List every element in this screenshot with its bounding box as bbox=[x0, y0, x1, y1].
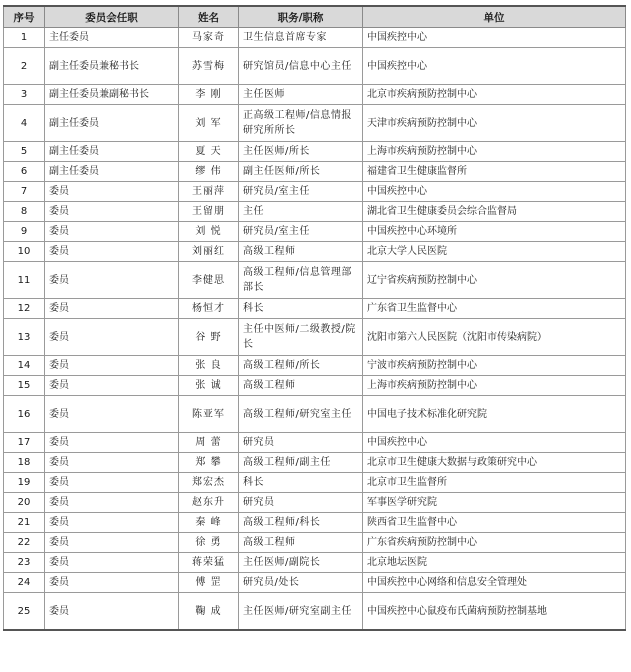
position-title-cell: 正高级工程师/信息情报研究所所长 bbox=[239, 105, 363, 142]
header-organization: 单位 bbox=[363, 6, 626, 28]
position-title-cell: 副主任医师/所长 bbox=[239, 162, 363, 182]
row-number-cell: 18 bbox=[4, 453, 45, 473]
table-body bbox=[4, 28, 626, 631]
member-name-cell: 夏 天 bbox=[179, 142, 239, 162]
committee-role-cell: 委员 bbox=[45, 319, 179, 356]
organization-cell: 天津市疾病预防控制中心 bbox=[363, 105, 626, 142]
table-row bbox=[4, 376, 626, 396]
position-title-cell: 高级工程师/研究室主任 bbox=[239, 396, 363, 433]
position-title-cell: 科长 bbox=[239, 299, 363, 319]
table-row bbox=[4, 593, 626, 631]
table-row bbox=[4, 473, 626, 493]
organization-cell: 上海市疾病预防控制中心 bbox=[363, 376, 626, 396]
committee-role-cell: 主任委员 bbox=[45, 28, 179, 48]
committee-role-cell: 副主任委员 bbox=[45, 162, 179, 182]
row-number-cell: 11 bbox=[4, 262, 45, 299]
committee-role-cell: 委员 bbox=[45, 222, 179, 242]
member-name-cell: 刘 军 bbox=[179, 105, 239, 142]
committee-role-cell: 委员 bbox=[45, 356, 179, 376]
committee-member-table bbox=[3, 5, 626, 631]
organization-cell: 广东省疾病预防控制中心 bbox=[363, 533, 626, 553]
row-number-cell: 15 bbox=[4, 376, 45, 396]
organization-cell: 北京地坛医院 bbox=[363, 553, 626, 573]
position-title-cell: 研究员/室主任 bbox=[239, 182, 363, 202]
committee-role-cell: 委员 bbox=[45, 376, 179, 396]
organization-cell: 北京市疾病预防控制中心 bbox=[363, 85, 626, 105]
row-number-cell: 22 bbox=[4, 533, 45, 553]
table-row bbox=[4, 493, 626, 513]
position-title-cell: 主任医师/研究室副主任 bbox=[239, 593, 363, 631]
row-number-cell: 23 bbox=[4, 553, 45, 573]
row-number-cell: 14 bbox=[4, 356, 45, 376]
table-header-row bbox=[4, 6, 626, 28]
committee-role-cell: 委员 bbox=[45, 493, 179, 513]
position-title-cell: 主任医师/所长 bbox=[239, 142, 363, 162]
row-number-cell: 2 bbox=[4, 48, 45, 85]
organization-cell: 湖北省卫生健康委员会综合监督局 bbox=[363, 202, 626, 222]
table-row bbox=[4, 162, 626, 182]
table-row bbox=[4, 202, 626, 222]
committee-role-cell: 委员 bbox=[45, 573, 179, 593]
table-row bbox=[4, 553, 626, 573]
table-row bbox=[4, 396, 626, 433]
position-title-cell: 主任中医师/二级教授/院长 bbox=[239, 319, 363, 356]
organization-cell: 中国疾控中心 bbox=[363, 182, 626, 202]
member-name-cell: 秦 峰 bbox=[179, 513, 239, 533]
member-name-cell: 杨恒才 bbox=[179, 299, 239, 319]
member-name-cell: 马家奇 bbox=[179, 28, 239, 48]
position-title-cell: 高级工程师 bbox=[239, 242, 363, 262]
committee-role-cell: 委员 bbox=[45, 202, 179, 222]
position-title-cell: 主任医师/副院长 bbox=[239, 553, 363, 573]
table-row bbox=[4, 242, 626, 262]
table-row bbox=[4, 533, 626, 553]
organization-cell: 沈阳市第六人民医院（沈阳市传染病院） bbox=[363, 319, 626, 356]
organization-cell: 中国疾控中心 bbox=[363, 28, 626, 48]
table-row bbox=[4, 262, 626, 299]
row-number-cell: 17 bbox=[4, 433, 45, 453]
position-title-cell: 主任 bbox=[239, 202, 363, 222]
committee-role-cell: 委员 bbox=[45, 553, 179, 573]
position-title-cell: 研究馆员/信息中心主任 bbox=[239, 48, 363, 85]
member-name-cell: 周 蕾 bbox=[179, 433, 239, 453]
row-number-cell: 25 bbox=[4, 593, 45, 631]
committee-role-cell: 委员 bbox=[45, 396, 179, 433]
organization-cell: 中国电子技术标准化研究院 bbox=[363, 396, 626, 433]
row-number-cell: 5 bbox=[4, 142, 45, 162]
organization-cell: 中国疾控中心环境所 bbox=[363, 222, 626, 242]
member-name-cell: 缪 伟 bbox=[179, 162, 239, 182]
row-number-cell: 1 bbox=[4, 28, 45, 48]
row-number-cell: 7 bbox=[4, 182, 45, 202]
organization-cell: 上海市疾病预防控制中心 bbox=[363, 142, 626, 162]
organization-cell: 辽宁省疾病预防控制中心 bbox=[363, 262, 626, 299]
member-name-cell: 李 刚 bbox=[179, 85, 239, 105]
header-committee-role: 委员会任职 bbox=[45, 6, 179, 28]
table-row bbox=[4, 433, 626, 453]
table-row bbox=[4, 48, 626, 85]
position-title-cell: 高级工程师/所长 bbox=[239, 356, 363, 376]
row-number-cell: 9 bbox=[4, 222, 45, 242]
member-name-cell: 陈亚军 bbox=[179, 396, 239, 433]
row-number-cell: 19 bbox=[4, 473, 45, 493]
member-name-cell: 蒋荣猛 bbox=[179, 553, 239, 573]
row-number-cell: 4 bbox=[4, 105, 45, 142]
member-name-cell: 王留朋 bbox=[179, 202, 239, 222]
member-name-cell: 刘丽红 bbox=[179, 242, 239, 262]
table-row bbox=[4, 513, 626, 533]
organization-cell: 宁波市疾病预防控制中心 bbox=[363, 356, 626, 376]
row-number-cell: 16 bbox=[4, 396, 45, 433]
position-title-cell: 高级工程师/科长 bbox=[239, 513, 363, 533]
member-name-cell: 鞠 成 bbox=[179, 593, 239, 631]
header-position-title: 职务/职称 bbox=[239, 6, 363, 28]
table-row bbox=[4, 299, 626, 319]
organization-cell: 福建省卫生健康监督所 bbox=[363, 162, 626, 182]
member-name-cell: 张 良 bbox=[179, 356, 239, 376]
member-name-cell: 赵东升 bbox=[179, 493, 239, 513]
member-name-cell: 苏雪梅 bbox=[179, 48, 239, 85]
member-name-cell: 刘 悦 bbox=[179, 222, 239, 242]
position-title-cell: 主任医师 bbox=[239, 85, 363, 105]
organization-cell: 陕西省卫生监督中心 bbox=[363, 513, 626, 533]
position-title-cell: 研究员 bbox=[239, 433, 363, 453]
organization-cell: 北京市卫生健康大数据与政策研究中心 bbox=[363, 453, 626, 473]
table-row bbox=[4, 85, 626, 105]
member-name-cell: 郑 攀 bbox=[179, 453, 239, 473]
committee-role-cell: 委员 bbox=[45, 513, 179, 533]
table-row bbox=[4, 573, 626, 593]
organization-cell: 广东省卫生监督中心 bbox=[363, 299, 626, 319]
committee-role-cell: 委员 bbox=[45, 473, 179, 493]
position-title-cell: 高级工程师 bbox=[239, 533, 363, 553]
header-number: 序号 bbox=[4, 6, 45, 28]
committee-role-cell: 委员 bbox=[45, 533, 179, 553]
row-number-cell: 8 bbox=[4, 202, 45, 222]
member-name-cell: 傅 罡 bbox=[179, 573, 239, 593]
member-name-cell: 王丽萍 bbox=[179, 182, 239, 202]
row-number-cell: 20 bbox=[4, 493, 45, 513]
member-name-cell: 郑宏杰 bbox=[179, 473, 239, 493]
committee-role-cell: 委员 bbox=[45, 593, 179, 631]
table-row bbox=[4, 319, 626, 356]
committee-role-cell: 委员 bbox=[45, 242, 179, 262]
committee-role-cell: 委员 bbox=[45, 433, 179, 453]
position-title-cell: 高级工程师 bbox=[239, 376, 363, 396]
table-row bbox=[4, 222, 626, 242]
member-name-cell: 李健思 bbox=[179, 262, 239, 299]
row-number-cell: 3 bbox=[4, 85, 45, 105]
committee-role-cell: 委员 bbox=[45, 182, 179, 202]
committee-role-cell: 副主任委员 bbox=[45, 105, 179, 142]
table-row bbox=[4, 142, 626, 162]
position-title-cell: 研究员 bbox=[239, 493, 363, 513]
committee-table-wrapper bbox=[3, 5, 625, 631]
table-row bbox=[4, 453, 626, 473]
member-name-cell: 徐 勇 bbox=[179, 533, 239, 553]
row-number-cell: 12 bbox=[4, 299, 45, 319]
organization-cell: 中国疾控中心鼠疫布氏菌病预防控制基地 bbox=[363, 593, 626, 631]
position-title-cell: 高级工程师/副主任 bbox=[239, 453, 363, 473]
row-number-cell: 10 bbox=[4, 242, 45, 262]
committee-role-cell: 委员 bbox=[45, 453, 179, 473]
position-title-cell: 研究员/室主任 bbox=[239, 222, 363, 242]
table-row bbox=[4, 105, 626, 142]
member-name-cell: 张 诚 bbox=[179, 376, 239, 396]
position-title-cell: 科长 bbox=[239, 473, 363, 493]
row-number-cell: 24 bbox=[4, 573, 45, 593]
committee-role-cell: 副主任委员 bbox=[45, 142, 179, 162]
table-row bbox=[4, 28, 626, 48]
row-number-cell: 21 bbox=[4, 513, 45, 533]
position-title-cell: 卫生信息首席专家 bbox=[239, 28, 363, 48]
row-number-cell: 13 bbox=[4, 319, 45, 356]
organization-cell: 中国疾控中心网络和信息安全管理处 bbox=[363, 573, 626, 593]
member-name-cell: 谷 野 bbox=[179, 319, 239, 356]
position-title-cell: 研究员/处长 bbox=[239, 573, 363, 593]
committee-role-cell: 副主任委员兼副秘书长 bbox=[45, 85, 179, 105]
committee-role-cell: 委员 bbox=[45, 262, 179, 299]
organization-cell: 北京大学人民医院 bbox=[363, 242, 626, 262]
table-row bbox=[4, 356, 626, 376]
committee-role-cell: 副主任委员兼秘书长 bbox=[45, 48, 179, 85]
header-name: 姓名 bbox=[179, 6, 239, 28]
position-title-cell: 高级工程师/信息管理部部长 bbox=[239, 262, 363, 299]
organization-cell: 北京市卫生监督所 bbox=[363, 473, 626, 493]
organization-cell: 中国疾控中心 bbox=[363, 433, 626, 453]
organization-cell: 中国疾控中心 bbox=[363, 48, 626, 85]
row-number-cell: 6 bbox=[4, 162, 45, 182]
table-row bbox=[4, 182, 626, 202]
organization-cell: 军事医学研究院 bbox=[363, 493, 626, 513]
committee-role-cell: 委员 bbox=[45, 299, 179, 319]
